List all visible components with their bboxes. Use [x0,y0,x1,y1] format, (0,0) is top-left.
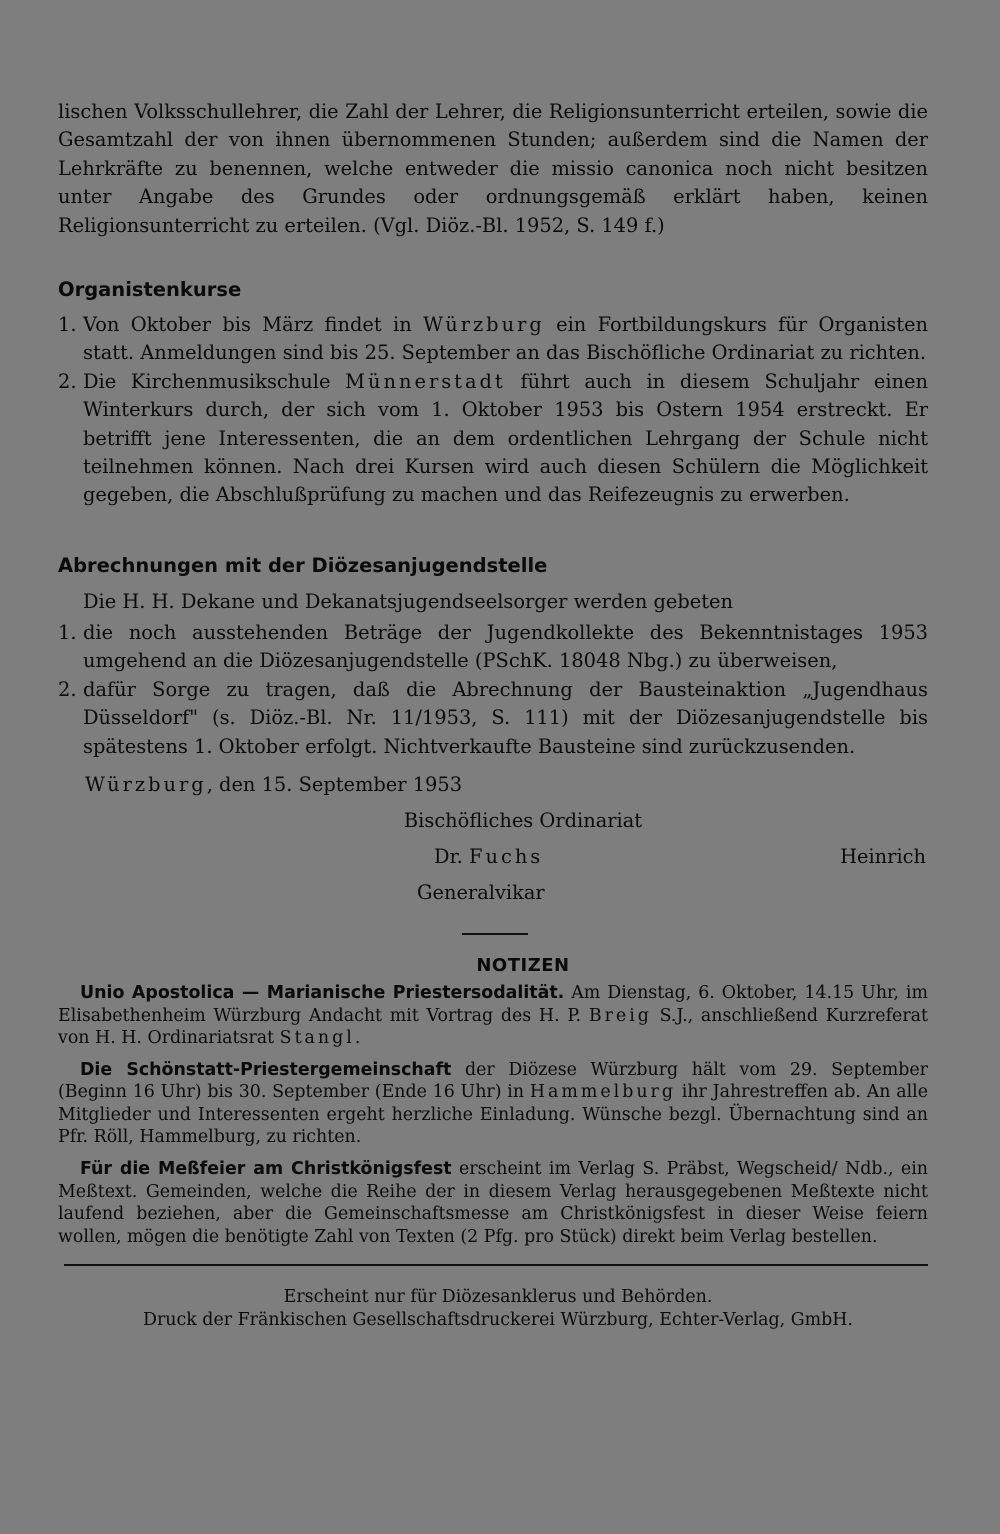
signature-title: Generalvikar [417,880,545,904]
notiz-text: erscheint im Verlag S. Präbst, Wegscheid/ Ndb., ein Meßtext. Gemeinden, welche die Reihe der in diesem Verlag herausgegebenen Meßtexte nicht laufend beziehen, aber die Gemeinschaftsmesse am Christkönigsfest in dieser Weise feiern wollen, mögen die benötigte Zahl von Texten (2 Pfg. pro Stück) direkt beim Verlag bestellen. [58,1159,928,1247]
closing-block [58,767,928,911]
item-text-pre: Die Kirchenmusikschule [83,369,346,393]
notiz-lead: Die Schönstatt-Priestergemeinschaft [80,1059,452,1080]
section-heading-abrechnungen: Abrechnungen mit der Diözesanjugendstelle [58,553,548,577]
signature-row [58,839,928,875]
item-text-post: ein Fortbildungskurs für Organisten statt. Anmeldungen sind bis 25. September an das Bischöfliche Ordinariat zu richten. [83,313,928,365]
place-name: Münnerstadt [345,369,506,393]
signature-name: Fuchs [469,844,544,868]
notiz-text: ihr Jahrestreffen ab. An alle Mitglieder und Interessenten ergeht herzliche Einladung. Wünsche bezgl. Übernachtung sind an Pfr. Röll, Hammelburg, zu richten. [58,1082,928,1148]
abrechnungen-intro: Die H. H. Dekane und Dekanatsjugendseelsorger werden gebeten [83,589,734,613]
item-number: 1. [58,620,77,644]
closing-date: , den 15. September 1953 [206,772,463,796]
notiz-text: der Diözese Würzburg hält vom 29. September (Beginn 16 Uhr) bis 30. September (Ende 16 Uhr) in [58,1059,928,1103]
signature-right: Heinrich [840,844,926,868]
notizen-heading: NOTIZEN [476,954,570,976]
notiz-text: Am Dienstag, 6. Oktober, 14.15 Uhr, im Elisabethenheim Würzburg Andacht mit Vortrag des H. P. [58,982,928,1026]
closing-place: Würzburg [85,772,207,796]
abrechnungen-item-1 [58,619,928,676]
signature-left [434,839,543,875]
organistenkurse-item-1 [58,311,928,368]
item-number: 2. [58,369,77,393]
footer [58,1286,928,1332]
item-text: dafür Sorge zu tragen, daß die Abrechnung der Bausteinaktion „Jugendhaus Düsseldorf" (s. Diöz.-Bl. Nr. 11/1953, S. 111) mit der Diözesanjugendstelle bis spätestens 1. Oktober erfolgt. Nichtverkaufte Bausteine sind zurückzusenden. [83,677,928,758]
organistenkurse-item-2 [58,368,928,510]
abrechnungen-item-2 [58,676,928,761]
item-text-post: führt auch in diesem Schuljahr einen Winterkurs durch, der sich vom 1. Oktober 1953 bis Ostern 1954 erstreckt. Er betrifft jene Interessenten, die an dem ordentlichen Lehrgang der Schule nicht teilnehmen können. Nach drei Kursen wird auch diesen Schülern die Möglichkeit gegeben, die Abschlußprüfung zu machen und das Reifezeugnis zu erwerben. [83,369,928,507]
notiz-lead: Für die Meßfeier am Christkönigsfest [80,1159,452,1180]
notiz-text: S.J., anschließend Kurzreferat von H. H. Ordinariatsrat [58,1005,928,1049]
date-line [58,767,928,803]
spaced-name: Breig [588,1005,652,1026]
notiz-text: . [354,1028,361,1049]
notiz-2 [58,1059,928,1149]
intro-paragraph: lischen Volksschullehrer, die Zahl der Lehrer, die Religionsunterricht erteilen, sowie die Gesamtzahl der von ihnen übernommenen Stunden; außerdem sind die Namen der Lehrkräfte zu benennen, welche entweder die missio canonica noch nicht besitzen unter Angabe des Grundes oder ordnungsgemäß erklärt haben, keinen Religionsunterricht zu erteilen. (Vgl. Diöz.-Bl. 1952, S. 149 f.) [58,100,928,237]
spaced-name: Stangl [279,1028,355,1049]
footer-line-1: Erscheint nur für Diözesanklerus und Behörden. [283,1287,713,1308]
item-text: die noch ausstehenden Beträge der Jugendkollekte des Bekenntnistages 1953 umgehend an die Diözesanjugendstelle (PSchK. 18048 Nbg.) zu überweisen, [83,620,928,673]
office-name: Bischöfliches Ordinariat [403,808,643,832]
spaced-name: Hammelburg [529,1082,676,1103]
short-divider [462,933,528,935]
notiz-3 [58,1158,928,1248]
footer-divider [64,1264,928,1266]
item-text-pre: Von Oktober bis März findet in [83,313,424,337]
footer-line-2: Druck der Fränkischen Gesellschaftsdruckerei Würzburg, Echter-Verlag, GmbH. [143,1310,853,1331]
notiz-lead: Unio Apostolica — Marianische Priestersodalität. [80,982,565,1003]
signature-prefix: Dr. [434,844,470,868]
place-name: Würzburg [423,313,545,337]
notiz-1 [58,982,928,1050]
section-heading-organistenkurse: Organistenkurse [58,278,242,302]
item-number: 1. [58,313,77,337]
item-number: 2. [58,677,77,701]
